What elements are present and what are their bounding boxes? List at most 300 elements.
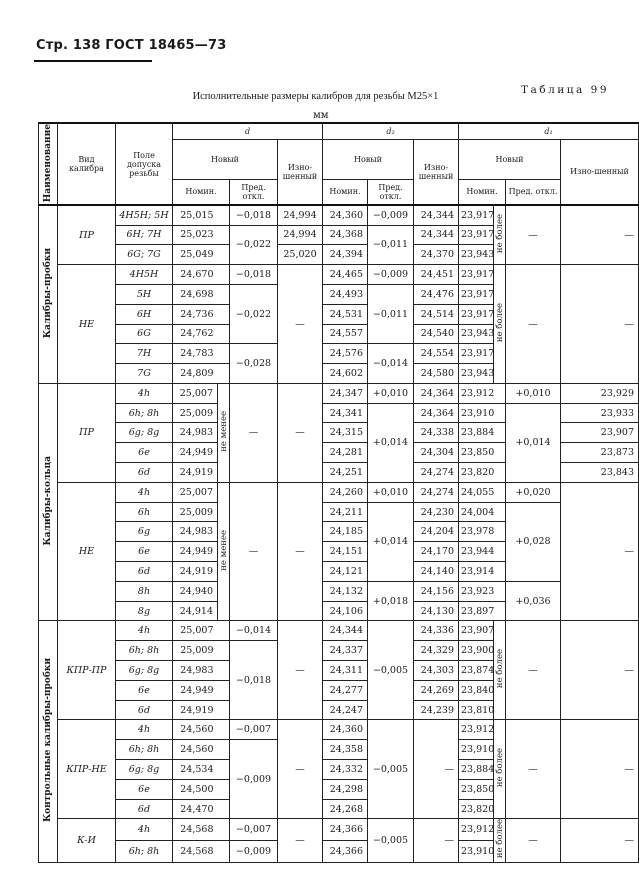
d1-nominal-cell: 23,917 [459,304,494,324]
d-note-cell [218,740,230,760]
d-nominal-cell: 24,698 [173,284,218,304]
d1-note-cell [494,403,506,423]
d2-deviation-cell: +0,018 [368,581,414,621]
d2-nominal-cell: 24,341 [323,403,368,423]
d2-worn-cell: 24,580 [414,364,459,384]
d1-nominal-cell: 23,912 [459,720,494,740]
d1-nominal-cell: 23,912 [459,383,494,403]
d2-worn-cell: — [414,819,459,862]
d-note-cell [218,284,230,304]
d1-nominal-cell: 24,055 [459,482,494,502]
d2-worn-cell: 24,204 [414,522,459,542]
d1-worn-cell: 23,933 [561,403,639,423]
gauge-type-cell: ПР [58,383,116,482]
d1-nominal-cell: 24,004 [459,502,494,522]
d1-nominal-cell: 23,917 [459,225,494,245]
units-label: мм [313,110,329,121]
d1-note-cell [494,205,506,264]
tolerance-field-cell: 6h; 8h [116,641,173,661]
tolerance-field-cell: 6G; 7G [116,245,173,265]
tolerance-field-cell: 6g; 8g [116,760,173,780]
d1-note-cell [494,562,506,582]
d-note-cell [218,700,230,720]
d-nominal-cell: 24,983 [173,522,218,542]
d2-nominal-cell: 24,557 [323,324,368,344]
d1-note-cell [494,383,506,403]
d2-worn-cell: 24,130 [414,601,459,621]
d1-deviation-cell: — [506,205,561,264]
d-nominal-cell: 25,009 [173,502,218,522]
d-nominal-cell: 24,809 [173,364,218,384]
limit-note: не более [494,748,505,788]
d2-worn-cell: 24,364 [414,403,459,423]
d2-worn-cell: 24,344 [414,205,459,225]
d1-deviation-cell: — [506,720,561,819]
d2-nominal-cell: 24,151 [323,542,368,562]
tolerance-field-cell: 6h [116,502,173,522]
tolerance-field-cell: 4h [116,819,173,841]
limit-note: не более [494,214,505,254]
d-note-cell [218,680,230,700]
d1-nominal-cell: 23,943 [459,245,494,265]
d1-deviation-cell: +0,036 [506,581,561,621]
d-note-cell [218,720,230,740]
d-nominal-cell: 25,049 [173,245,218,265]
d2-nominal-cell: 24,298 [323,779,368,799]
d2-nominal-cell: 24,358 [323,740,368,760]
d1-nominal-cell: 23,917 [459,344,494,364]
tolerance-field-cell: 6h; 8h [116,740,173,760]
d-deviation-cell: −0,018 [230,205,278,225]
d2-nominal-cell: 24,366 [323,819,368,841]
d-note-cell [218,205,230,225]
d2-nominal-cell: 24,268 [323,799,368,819]
d1-nominal-cell: 23,917 [459,265,494,285]
d2-nominal-cell: 24,347 [323,383,368,403]
d2-worn-cell: 24,274 [414,482,459,502]
group-name-cell [39,621,58,862]
d-worn-cell: — [278,621,323,720]
d-deviation-cell: −0,018 [230,641,278,720]
d1-nominal-cell: 23,850 [459,779,494,799]
tolerance-field-cell: 7H [116,344,173,364]
d2-nominal-cell: 24,366 [323,840,368,862]
header-d2-deviation: Пред. откл. [368,179,414,205]
d2-nominal-cell: 24,106 [323,601,368,621]
d1-nominal-cell: 23,978 [459,522,494,542]
table-row [39,265,639,285]
d-note-cell [218,641,230,661]
d2-worn-cell: 24,269 [414,680,459,700]
d-nominal-cell: 24,919 [173,463,218,483]
d1-note-cell [494,601,506,621]
d1-worn-cell: — [561,720,639,819]
header-rule [34,60,152,62]
tolerance-field-cell: 4h [116,383,173,403]
d2-deviation-cell: −0,011 [368,284,414,343]
d-nominal-cell: 24,949 [173,542,218,562]
d1-note-cell [494,581,506,601]
d-nominal-cell: 24,568 [173,819,218,841]
header-d1-worn: Изно-шенный [561,139,639,205]
d-note-cell [218,364,230,384]
d-nominal-cell: 24,568 [173,840,218,862]
d-note-cell [218,760,230,780]
d1-deviation-cell: — [506,265,561,384]
d-note-cell [218,840,230,862]
d-nominal-cell: 24,919 [173,562,218,582]
d2-nominal-cell: 24,493 [323,284,368,304]
d1-note-cell [494,621,506,720]
table-number: Таблица 99 [521,84,609,96]
d-nominal-cell: 24,983 [173,661,218,681]
gauge-type-cell: КПР-ПР [58,621,116,720]
header-d1-deviation: Пред. откл. [506,179,561,205]
d2-deviation-cell: +0,010 [368,383,414,403]
d-worn-cell: 24,994 [278,205,323,225]
d2-deviation-cell: −0,014 [368,344,414,384]
d1-nominal-cell: 23,840 [459,680,494,700]
d-deviation-cell: −0,022 [230,225,278,265]
tolerance-field-cell: 6h; 8h [116,840,173,862]
d2-worn-cell: 24,140 [414,562,459,582]
header-d1-nominal: Номин. [459,179,506,205]
d2-nominal-cell: 24,337 [323,641,368,661]
d1-note-cell [494,463,506,483]
d2-nominal-cell: 24,344 [323,621,368,641]
group-label: Контрольные калибры-пробки [43,657,53,822]
d-note-cell [218,324,230,344]
limit-note: не более [494,302,505,343]
d-nominal-cell: 24,949 [173,680,218,700]
d2-worn-cell: 24,476 [414,284,459,304]
d-worn-cell: — [278,819,323,862]
d1-nominal-cell: 23,917 [459,284,494,304]
d2-worn-cell: — [414,720,459,819]
d2-nominal-cell: 24,360 [323,205,368,225]
tolerance-field-cell: 6e [116,542,173,562]
gauge-type-cell: ПР [58,205,116,264]
d1-nominal-cell: 23,850 [459,443,494,463]
group-label: Калибры-кольца [43,455,53,546]
d-nominal-cell: 24,470 [173,799,218,819]
d-deviation-cell: −0,022 [230,284,278,343]
d-nominal-cell: 25,009 [173,641,218,661]
d1-nominal-cell: 23,884 [459,423,494,443]
d1-nominal-cell: 23,820 [459,799,494,819]
d-note-cell [218,779,230,799]
d-worn-cell: — [278,482,323,621]
header-gauge-type: Вид калибра [58,123,116,205]
d2-nominal-cell: 24,251 [323,463,368,483]
d1-nominal-cell: 23,810 [459,700,494,720]
d-nominal-cell: 25,023 [173,225,218,245]
d-deviation-cell: −0,007 [230,720,278,740]
d-nominal-cell: 24,560 [173,740,218,760]
d1-nominal-cell: 23,943 [459,364,494,384]
table-row [39,819,639,841]
d1-deviation-cell: +0,020 [506,482,561,502]
tolerance-field-cell: 6g; 8g [116,661,173,681]
d1-nominal-cell: 23,884 [459,760,494,780]
tolerance-field-cell: 5H [116,284,173,304]
limit-note: не менее [218,411,229,452]
d1-worn-cell: 23,873 [561,443,639,463]
tolerance-field-cell: 6h; 8h [116,403,173,423]
table-row [39,205,639,225]
header-d-worn: Изно-шенный [278,139,323,205]
d2-nominal-cell: 24,311 [323,661,368,681]
limit-note: не более [494,649,505,689]
d2-worn-cell: 24,156 [414,581,459,601]
d1-nominal-cell: 23,907 [459,621,494,641]
d-nominal-cell: 25,009 [173,403,218,423]
d1-note-cell [494,522,506,542]
tolerance-field-cell: 4H5H; 5H [116,205,173,225]
d2-worn-cell: 24,303 [414,661,459,681]
d1-nominal-cell: 23,914 [459,562,494,582]
d1-note-cell [494,819,506,862]
d2-nominal-cell: 24,465 [323,265,368,285]
tolerance-field-cell: 4h [116,482,173,502]
d1-nominal-cell: 23,917 [459,205,494,225]
header-d2: d₂ [323,123,459,139]
d-deviation-cell: −0,018 [230,265,278,285]
d2-deviation-cell: +0,014 [368,403,414,482]
d2-nominal-cell: 24,260 [323,482,368,502]
d2-worn-cell: 24,239 [414,700,459,720]
d1-nominal-cell: 23,874 [459,661,494,681]
d2-worn-cell: 24,540 [414,324,459,344]
d-worn-cell: — [278,720,323,819]
d-note-cell [218,344,230,364]
d1-note-cell [494,265,506,384]
tolerance-field-cell: 8g [116,601,173,621]
d1-note-cell [494,443,506,463]
d-note-cell [218,245,230,265]
d-deviation-cell: — [230,383,278,482]
header-d2-nominal: Номин. [323,179,368,205]
d-worn-cell: 25,020 [278,245,323,265]
d-note-cell [218,225,230,245]
d1-nominal-cell: 23,820 [459,463,494,483]
d1-worn-cell: — [561,205,639,264]
header-d1: d₁ [459,123,639,139]
d2-nominal-cell: 24,576 [323,344,368,364]
d-nominal-cell: 24,560 [173,720,218,740]
d2-worn-cell: 24,554 [414,344,459,364]
d-note-cell [218,661,230,681]
page-header: Стр. 138 ГОСТ 18465—73 [36,38,227,53]
table-row [39,621,639,641]
gauge-type-cell: НЕ [58,482,116,621]
d2-nominal-cell: 24,211 [323,502,368,522]
d2-nominal-cell: 24,247 [323,700,368,720]
d2-nominal-cell: 24,132 [323,581,368,601]
d1-nominal-cell: 23,910 [459,403,494,423]
d1-worn-cell: 23,929 [561,383,639,403]
tolerance-field-cell: 6e [116,443,173,463]
d-nominal-cell: 25,007 [173,383,218,403]
tolerance-field-cell: 6H; 7H [116,225,173,245]
header-name: Наименование [39,123,58,205]
d2-deviation-cell: −0,005 [368,720,414,819]
d1-deviation-cell: — [506,621,561,720]
d-nominal-cell: 24,670 [173,265,218,285]
d-nominal-cell: 24,940 [173,581,218,601]
d2-nominal-cell: 24,368 [323,225,368,245]
d2-worn-cell: 24,230 [414,502,459,522]
d1-worn-cell: — [561,819,639,862]
d2-deviation-cell: +0,014 [368,502,414,581]
group-label: Калибры-пробки [43,247,53,339]
d-note-cell [218,265,230,285]
d1-nominal-cell: 23,944 [459,542,494,562]
d1-nominal-cell: 23,910 [459,840,494,862]
d1-nominal-cell: 23,943 [459,324,494,344]
header-d-deviation: Пред. откл. [230,179,278,205]
d-nominal-cell: 24,762 [173,324,218,344]
d2-nominal-cell: 24,360 [323,720,368,740]
d2-nominal-cell: 24,531 [323,304,368,324]
d-nominal-cell: 25,015 [173,205,218,225]
d2-deviation-cell: −0,005 [368,819,414,862]
d-deviation-cell: −0,009 [230,840,278,862]
header-d: d [173,123,323,139]
d1-worn-cell: — [561,265,639,384]
d-deviation-cell: −0,007 [230,819,278,841]
table-row [39,720,639,740]
d-worn-cell: — [278,265,323,384]
header-d-nominal: Номин. [173,179,230,205]
d2-worn-cell: 24,451 [414,265,459,285]
d1-nominal-cell: 23,912 [459,819,494,841]
d2-nominal-cell: 24,315 [323,423,368,443]
d-note-cell [218,383,230,482]
header-d2-new: Новый [323,139,414,179]
d2-worn-cell: 24,304 [414,443,459,463]
tolerance-field-cell: 6g; 8g [116,423,173,443]
d-nominal-cell: 24,949 [173,443,218,463]
d2-deviation-cell: −0,009 [368,265,414,285]
gauge-type-cell: НЕ [58,265,116,384]
d2-nominal-cell: 24,394 [323,245,368,265]
d-note-cell [218,819,230,841]
d1-nominal-cell: 23,923 [459,581,494,601]
d2-nominal-cell: 24,277 [323,680,368,700]
d1-worn-cell: 23,907 [561,423,639,443]
d1-note-cell [494,542,506,562]
d-deviation-cell: −0,014 [230,621,278,641]
d1-deviation-cell: +0,010 [506,383,561,403]
d-worn-cell: 24,994 [278,225,323,245]
tolerance-field-cell: 6G [116,324,173,344]
d1-note-cell [494,423,506,443]
d2-worn-cell: 24,514 [414,304,459,324]
group-name-cell [39,205,58,383]
d-nominal-cell: 24,736 [173,304,218,324]
header-d2-worn: Изно-шенный [414,139,459,205]
d2-worn-cell: 24,344 [414,225,459,245]
d-nominal-cell: 24,500 [173,779,218,799]
d2-worn-cell: 24,338 [414,423,459,443]
d2-nominal-cell: 24,602 [323,364,368,384]
d-note-cell [218,799,230,819]
table-body [39,205,639,862]
d2-deviation-cell: −0,009 [368,205,414,225]
d1-deviation-cell: — [506,819,561,862]
tolerance-field-cell: 6d [116,562,173,582]
d-worn-cell: — [278,383,323,482]
table-row [39,383,639,403]
tolerance-field-cell: 6e [116,779,173,799]
gauge-type-cell: КПР-НЕ [58,720,116,819]
d1-worn-cell: 23,843 [561,463,639,483]
tolerance-field-cell: 6g [116,522,173,542]
d-nominal-cell: 24,534 [173,760,218,780]
tolerance-field-cell: 8h [116,581,173,601]
d-note-cell [218,482,230,621]
d2-nominal-cell: 24,185 [323,522,368,542]
d-nominal-cell: 24,783 [173,344,218,364]
gauge-dimensions-table [38,122,639,863]
d1-deviation-cell: +0,028 [506,502,561,581]
d2-worn-cell: 24,274 [414,463,459,483]
tolerance-field-cell: 4H5H [116,265,173,285]
limit-note: не менее [218,529,229,571]
d2-worn-cell: 24,364 [414,383,459,403]
d1-note-cell [494,482,506,502]
d1-worn-cell: — [561,621,639,720]
tolerance-field-cell: 4h [116,720,173,740]
d1-nominal-cell: 23,897 [459,601,494,621]
table-title: Исполнительные размеры калибров для резьбы M25×1 [192,91,439,102]
d-nominal-cell: 25,007 [173,482,218,502]
tolerance-field-cell: 6d [116,799,173,819]
tolerance-field-cell: 7G [116,364,173,384]
header-d-new: Новый [173,139,278,179]
d1-deviation-cell: +0,014 [506,403,561,482]
d-note-cell [218,621,230,641]
d2-deviation-cell: −0,005 [368,621,414,720]
limit-note: не более [494,819,505,859]
d2-deviation-cell: −0,011 [368,225,414,265]
d-nominal-cell: 25,007 [173,621,218,641]
d1-note-cell [494,502,506,522]
table-row [39,403,639,423]
d1-nominal-cell: 23,910 [459,740,494,760]
d2-worn-cell: 24,329 [414,641,459,661]
tolerance-field-cell: 4h [116,621,173,641]
table-row [39,502,639,522]
tolerance-field-cell: 6d [116,700,173,720]
table-row [39,482,639,502]
d1-nominal-cell: 23,900 [459,641,494,661]
d-deviation-cell: −0,028 [230,344,278,384]
d-nominal-cell: 24,983 [173,423,218,443]
d-deviation-cell: −0,009 [230,740,278,819]
group-name-cell [39,383,58,621]
tolerance-field-cell: 6e [116,680,173,700]
d2-worn-cell: 24,370 [414,245,459,265]
d-nominal-cell: 24,914 [173,601,218,621]
d2-deviation-cell: +0,010 [368,482,414,502]
d2-nominal-cell: 24,332 [323,760,368,780]
table-row [39,581,639,601]
d-deviation-cell: — [230,482,278,621]
d1-worn-cell: — [561,482,639,621]
d2-worn-cell: 24,336 [414,621,459,641]
